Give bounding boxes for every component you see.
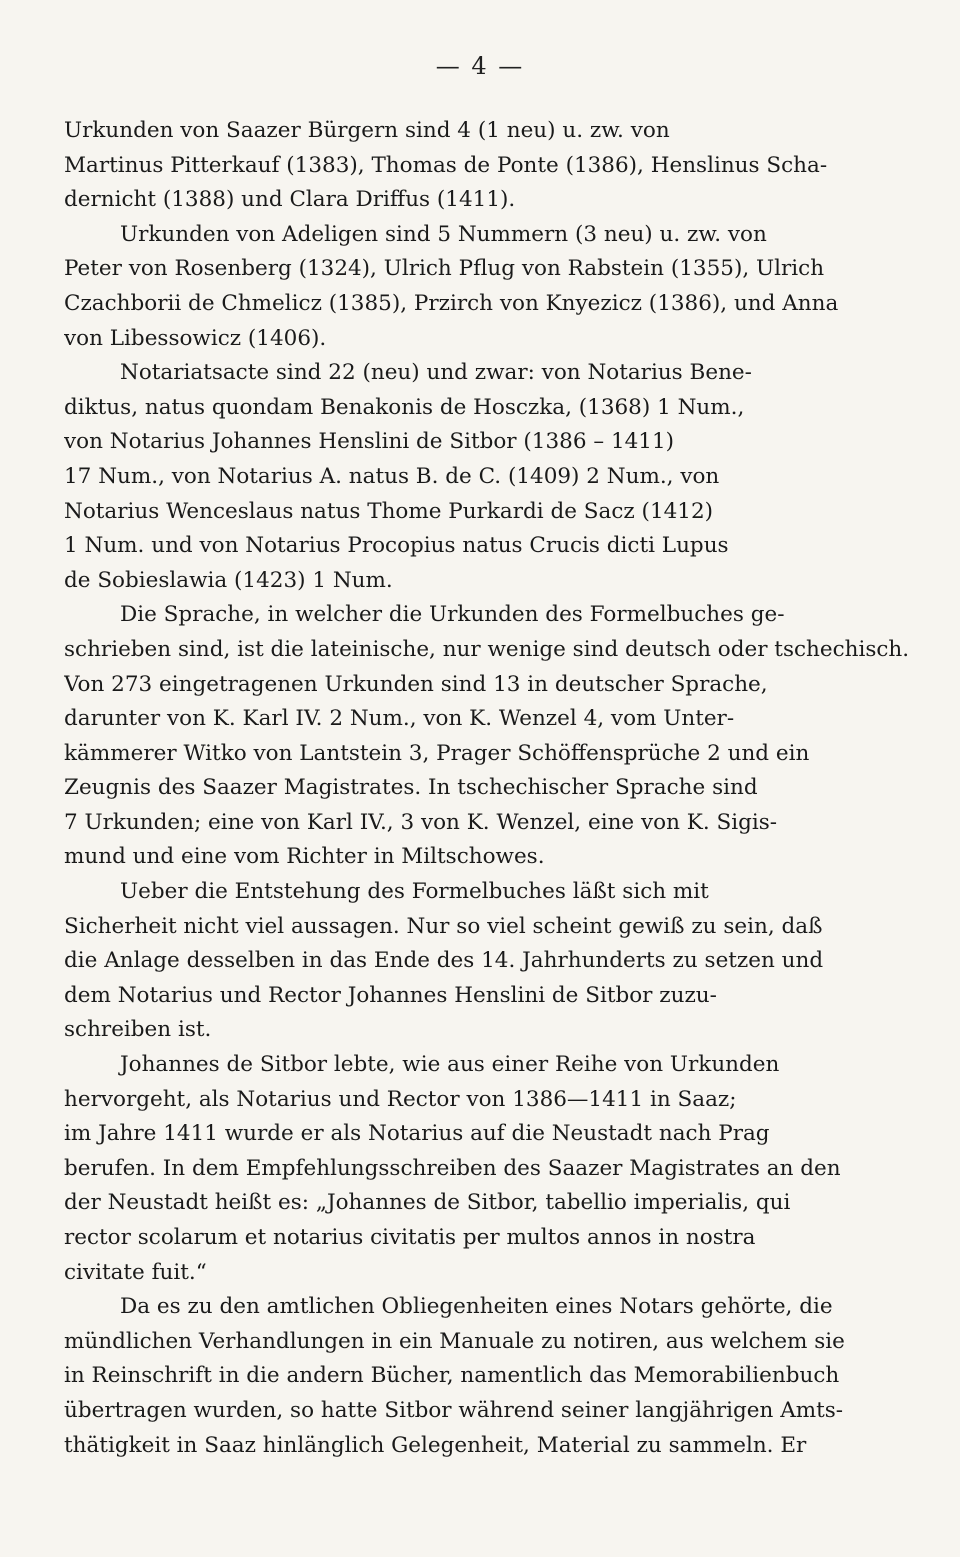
paragraph-start-line: Notariatsacte sind 22 (neu) und zwar: von Notarius Bene- (120, 360, 752, 386)
text-line: diktus, natus quondam Benakonis de Hosczka, (1368) 1 Num., (64, 394, 745, 420)
text-line: im Jahre 1411 wurde er als Notarius auf die Neustadt nach Prag (64, 1121, 770, 1147)
text-line: darunter von K. Karl IV. 2 Num., von K. Wenzel 4, vom Unter- (64, 706, 735, 732)
text-line: 7 Urkunden; eine von Karl IV., 3 von K. Wenzel, eine von K. Sigis- (64, 809, 778, 835)
paragraph-start-line: Die Sprache, in welcher die Urkunden des Formelbuches ge- (120, 602, 785, 628)
text-line: Urkunden von Saazer Bürgern sind 4 (1 neu) u. zw. von (64, 118, 670, 143)
page-number: — 4 — (435, 52, 525, 80)
body-text (64, 114, 934, 1463)
text-line: civitate fuit.“ (64, 1259, 207, 1285)
text-line: die Anlage desselben in das Ende des 14. Jahrhunderts zu setzen und (64, 948, 824, 974)
text-line: dem Notarius und Rector Johannes Henslini de Sitbor zuzu- (64, 982, 717, 1008)
text-line: Zeugnis des Saazer Magistrates. In tschechischer Sprache sind (64, 775, 758, 801)
paragraph-start-line: Johannes de Sitbor lebte, wie aus einer Reihe von Urkunden (120, 1052, 780, 1078)
text-line: Peter von Rosenberg (1324), Ulrich Pflug von Rabstein (1355), Ulrich (64, 256, 825, 282)
text-line: schrieben sind, ist die lateinische, nur wenige sind deutsch oder tschechisch. (64, 636, 910, 662)
text-line: schreiben ist. (64, 1017, 212, 1043)
text-line: Czachborii de Chmelicz (1385), Przirch von Knyezicz (1386), und Anna (64, 290, 839, 316)
text-line: in Reinschrift in die andern Bücher, namentlich das Memorabilienbuch (64, 1363, 840, 1389)
text-line: Notarius Wenceslaus natus Thome Purkardi de Sacz (1412) (64, 498, 714, 524)
text-line: Martinus Pitterkauf (1383), Thomas de Ponte (1386), Henslinus Scha- (64, 152, 828, 178)
text-line: 1 Num. und von Notarius Procopius natus Crucis dicti Lupus (64, 533, 729, 559)
text-line: der Neustadt heißt es: „Johannes de Sitbor, tabellio imperialis, qui (64, 1190, 791, 1216)
text-line: von Libessowicz (1406). (64, 325, 327, 351)
text-line: rector scolarum et notarius civitatis per multos annos in nostra (64, 1225, 756, 1250)
text-line: hervorgeht, als Notarius und Rector von 1386—1411 in Saaz; (64, 1086, 737, 1112)
text-line: thätigkeit in Saaz hinlänglich Gelegenheit, Material zu sammeln. Er (64, 1432, 807, 1458)
text-line: Von 273 eingetragenen Urkunden sind 13 in deutscher Sprache, (64, 671, 768, 697)
text-line: übertragen wurden, so hatte Sitbor während seiner langjährigen Amts- (64, 1397, 844, 1423)
text-line: mündlichen Verhandlungen in ein Manuale zu notiren, aus welchem sie (64, 1328, 845, 1354)
text-line: Sicherheit nicht viel aussagen. Nur so viel scheint gewiß zu sein, daß (64, 913, 823, 939)
text-line: mund und eine vom Richter in Miltschowes. (64, 844, 545, 870)
text-line: berufen. In dem Empfehlungsschreiben des Saazer Magistrates an den (64, 1155, 841, 1181)
text-line: 17 Num., von Notarius A. natus B. de C. (1409) 2 Num., von (64, 463, 720, 489)
paragraph-start-line: Da es zu den amtlichen Obliegenheiten eines Notars gehörte, die (120, 1294, 833, 1320)
paragraph-start-line: Urkunden von Adeligen sind 5 Nummern (3 neu) u. zw. von (120, 221, 767, 247)
paragraph-start-line: Ueber die Entstehung des Formelbuches läßt sich mit (120, 879, 709, 905)
text-line: de Sobieslawia (1423) 1 Num. (64, 567, 393, 593)
text-line: von Notarius Johannes Henslini de Sitbor (1386 – 1411) (64, 429, 675, 455)
text-line: kämmerer Witko von Lantstein 3, Prager Schöffensprüche 2 und ein (64, 740, 810, 766)
text-line: dernicht (1388) und Clara Driffus (1411). (64, 187, 516, 213)
